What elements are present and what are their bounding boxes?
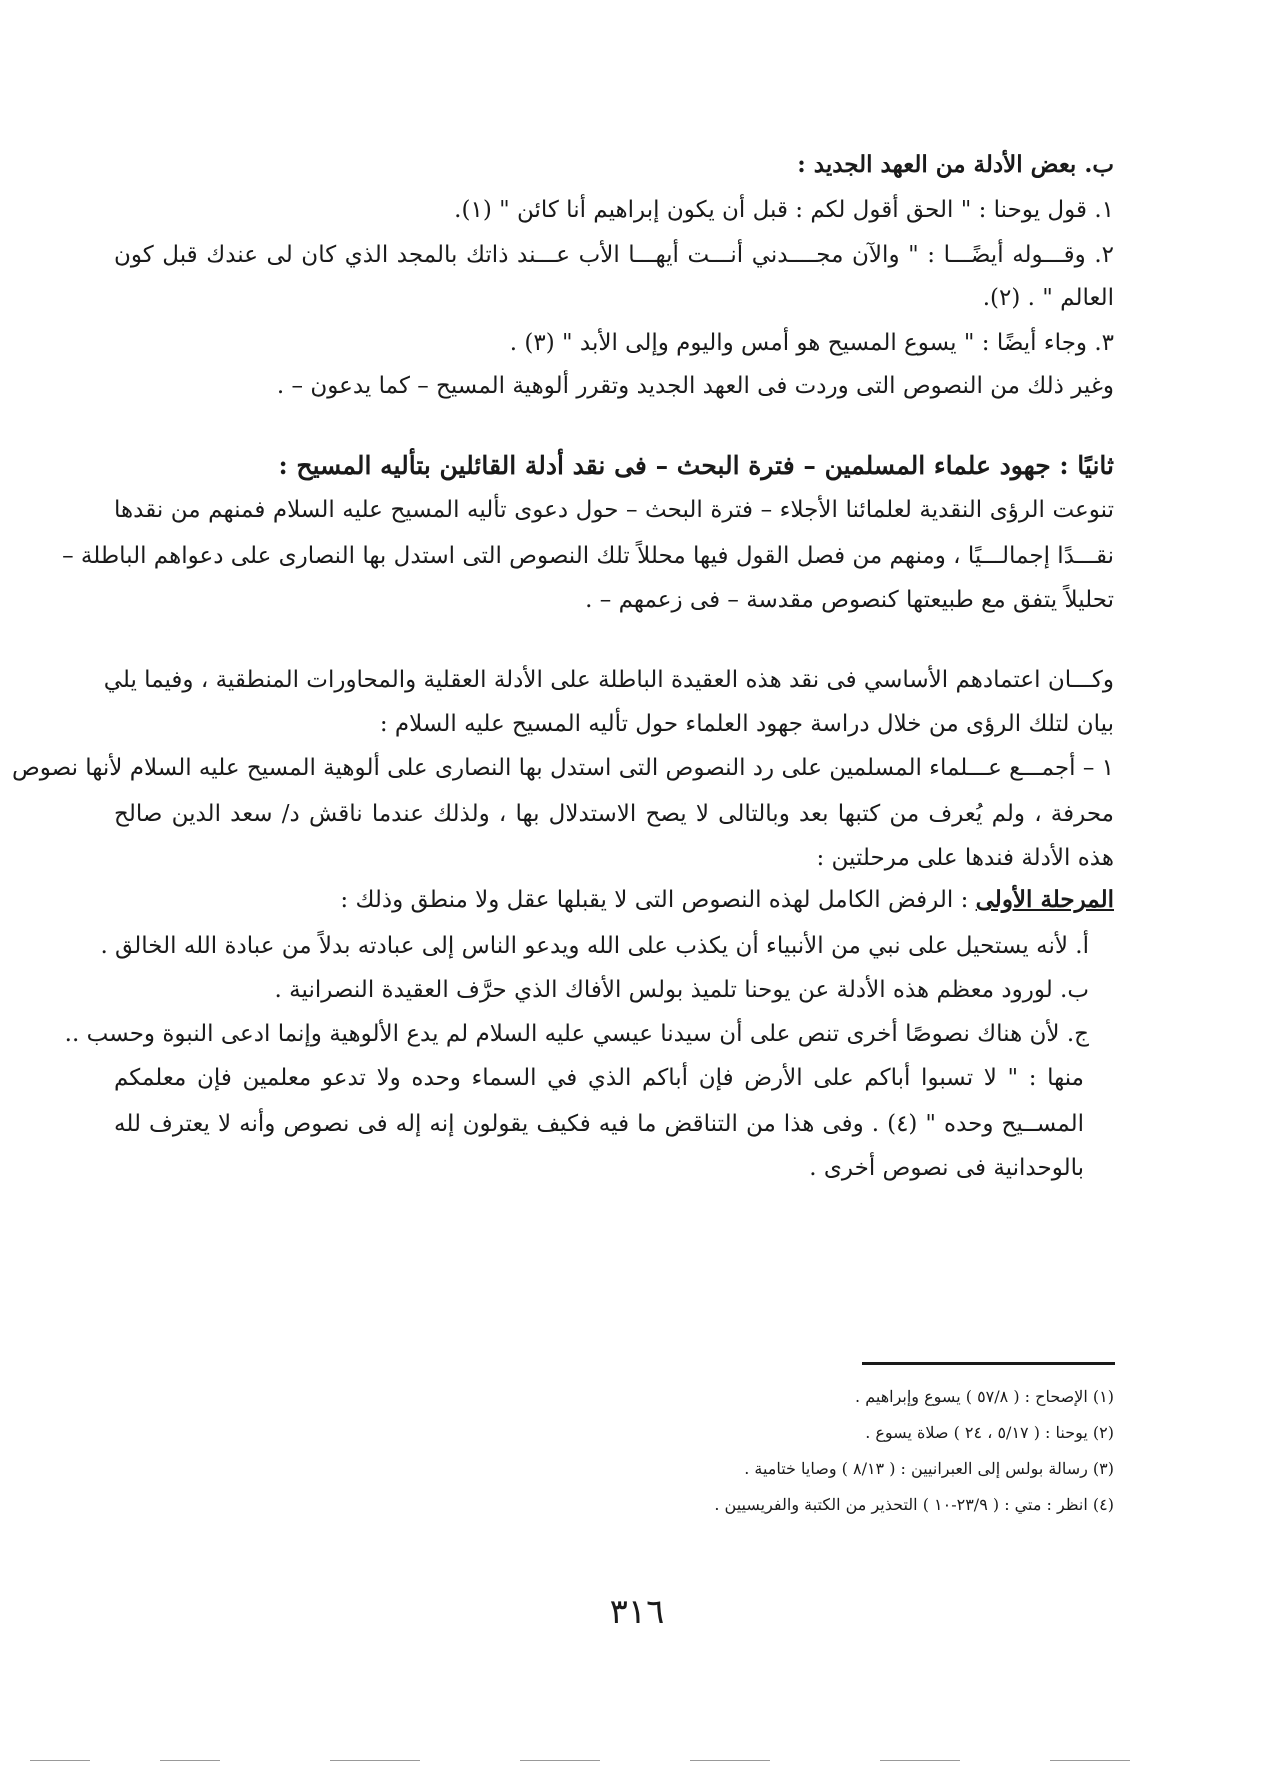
scan-artifact-line xyxy=(1050,1760,1130,1761)
scan-artifact-line xyxy=(690,1760,770,1761)
scan-artifact-line xyxy=(330,1760,420,1761)
reason-b: ب. لورود معظم هذه الأدلة عن يوحنا تلميذ بولس الأفاك الذي حرَّف العقيدة النصرانية . xyxy=(274,977,1089,1003)
para1-line-3: تحليلاً يتفق مع طبيعتها كنصوص مقدسة – فى زعمهم – . xyxy=(585,587,1114,613)
point1-line-2: محرفة ، ولم يُعرف من كتبها بعد وبالتالى لا يصح الاستدلال بها ، ولذلك عندما ناقش د/ سعد الدين صالح xyxy=(114,801,1114,827)
section-b-note: وغير ذلك من النصوص التى وردت فى العهد الجديد وتقرر ألوهية المسيح – كما يدعون – . xyxy=(276,373,1114,399)
para2-line-2: بيان لتلك الرؤى من خلال دراسة جهود العلماء حول تأليه المسيح عليه السلام : xyxy=(379,711,1114,737)
page-number: ٣١٦ xyxy=(609,1592,665,1632)
footnote-divider xyxy=(862,1362,1115,1365)
quote-line-3: بالوحدانية فى نصوص أخرى . xyxy=(809,1155,1084,1181)
stage-one-label: المرحلة الأولى xyxy=(975,886,1114,913)
section-b-item-2: ٢. وقـــوله أيضًـــا : " والآن مجــــدني أنـــت أيهـــا الأب عـــند ذاتك بالمجد الذي كان لى عندك قبل كون xyxy=(114,242,1114,268)
scan-artifact-line xyxy=(160,1760,220,1761)
point1-line-1: ١ – أجمـــع عـــلماء المسلمين على رد النصوص التى استدل بها النصارى على ألوهية المسيح عليه السلام لأنها نصوص xyxy=(11,755,1114,781)
point1-line-3: هذه الأدلة فندها على مرحلتين : xyxy=(816,845,1114,871)
quote-line-1: منها : " لا تسبوا أباكم على الأرض فإن أباكم الذي في السماء وحده ولا تدعو معلمين فإن معلمكم xyxy=(114,1065,1084,1091)
para1-line-2: نقـــدًا إجمالـــيًا ، ومنهم من فصل القول فيها محللاً تلك النصوص التى استدل بها النصارى على دعواهم الباطلة – xyxy=(62,543,1114,569)
para2-line-1: وكـــان اعتمادهم الأساسي فى نقد هذه العقيدة الباطلة على الأدلة العقلية والمحاورات المنطقية ، وفيما يلي xyxy=(103,667,1114,693)
quote-line-2: المســيح وحده " (٤) . وفى هذا من التناقض ما فيه فكيف يقولون إنه إله فى نصوص وأنه لا يعترف لله xyxy=(114,1111,1084,1137)
section-b-item-1: ١. قول يوحنا : " الحق أقول لكم : قبل أن يكون إبراهيم أنا كائن " (١). xyxy=(454,197,1114,223)
footnote-1: (١) الإصحاح : ( ٥٧/٨ ) يسوع وإبراهيم . xyxy=(855,1387,1114,1406)
footnote-2: (٢) يوحنا : ( ٥/١٧ ، ٢٤ ) صلاة يسوع . xyxy=(865,1423,1114,1442)
scan-artifact-line xyxy=(520,1760,600,1761)
footnote-3: (٣) رسالة بولس إلى العبرانيين : ( ٨/١٣ ) وصايا ختامية . xyxy=(744,1459,1114,1478)
section-b-heading: ب. بعض الأدلة من العهد الجديد : xyxy=(797,151,1114,178)
scan-artifact-line xyxy=(880,1760,960,1761)
section-two-heading: ثانيًا : جهود علماء المسلمين – فترة البحث – فى نقد أدلة القائلين بتأليه المسيح : xyxy=(278,451,1114,480)
section-b-item-2-cont: العالم " . (٢). xyxy=(982,285,1114,311)
para1-line-1: تنوعت الرؤى النقدية لعلمائنا الأجلاء – فترة البحث – حول دعوى تأليه المسيح عليه السلام فمنهم من نقدها xyxy=(114,497,1114,523)
footnote-4: (٤) انظر : متي : ( ٢٣/٩-١٠ ) التحذير من الكتبة والفريسيين . xyxy=(714,1495,1114,1514)
scan-artifact-line xyxy=(30,1760,90,1761)
reason-c: ج. لأن هناك نصوصًا أخرى تنص على أن سيدنا عيسي عليه السلام لم يدع الألوهية وإنما ادعى النبوة وحسب .. xyxy=(64,1021,1089,1047)
stage-one-line xyxy=(114,880,1114,920)
section-b-item-3: ٣. وجاء أيضًا : " يسوع المسيح هو أمس واليوم وإلى الأبد " (٣) . xyxy=(509,330,1114,356)
reason-a: أ. لأنه يستحيل على نبي من الأنبياء أن يكذب على الله ويدعو الناس إلى عبادته بدلاً من عبادة الله الخالق . xyxy=(100,933,1089,959)
stage-one-text: : الرفض الكامل لهذه النصوص التى لا يقبلها عقل ولا منطق وذلك : xyxy=(340,887,976,913)
